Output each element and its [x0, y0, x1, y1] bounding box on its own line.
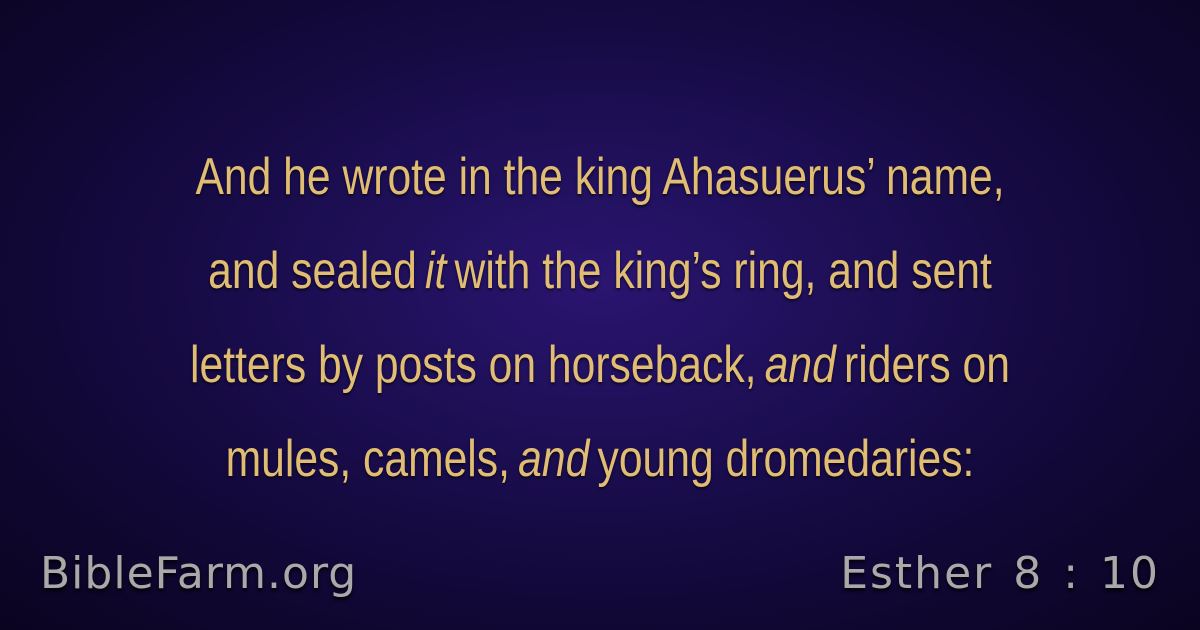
- verse-line-3: [108, 318, 1092, 412]
- verse-line-4-pre: mules, camels,: [225, 430, 510, 488]
- verse-line-3-italic: and: [764, 336, 836, 394]
- site-name: BibleFarm.org: [40, 548, 358, 599]
- verse-line-2-pre: and sealed: [208, 242, 417, 300]
- verse-line-2: [108, 224, 1092, 318]
- verse-line-3-pre: letters by posts on horseback,: [190, 336, 757, 394]
- verse-line-1: [108, 130, 1092, 224]
- verse-line-2-italic: it: [425, 242, 447, 300]
- verse-reference: Esther 8 : 10: [840, 548, 1160, 599]
- verse-line-4-italic: and: [518, 430, 590, 488]
- verse-line-4: [108, 412, 1092, 506]
- verse-line-3-post: riders on: [844, 336, 1010, 394]
- verse-line-1-text: And he wrote in the king Ahasuerus’ name,: [195, 148, 1005, 206]
- verse-text: [0, 130, 1200, 490]
- verse-line-4-post: young dromedaries:: [597, 430, 975, 488]
- verse-line-2-post: with the king’s ring, and sent: [454, 242, 992, 300]
